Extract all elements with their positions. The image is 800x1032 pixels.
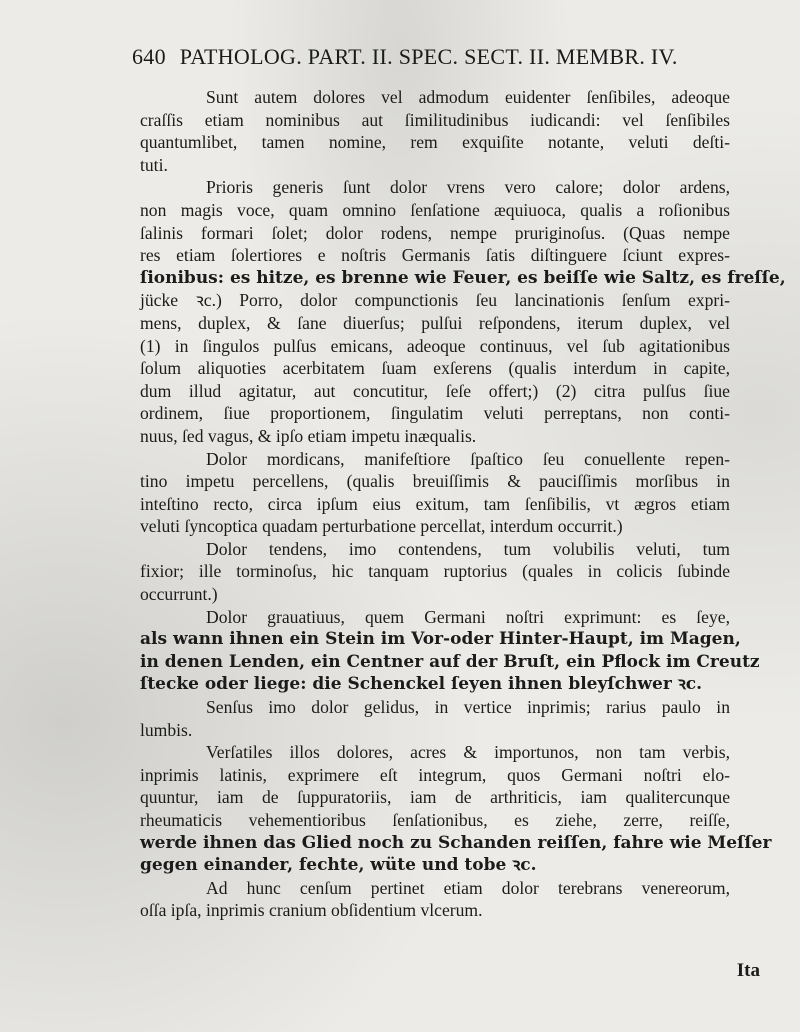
text-line: Verſatiles illos dolores, acres & importunos, non tam verbis, bbox=[206, 742, 730, 763]
text-line: Prioris generis ſunt dolor vrens vero calore; dolor ardens, bbox=[206, 177, 730, 198]
page-number: 640 bbox=[132, 44, 166, 69]
text-line: nuus, ſed vagus, & ipſo etiam impetu inæqualis. bbox=[140, 425, 477, 446]
text-line: rheumaticis vehementioribus ſenſationibus, es ziehe, zerre, reiſſe, bbox=[140, 810, 730, 830]
text-line: Dolor grauatiuus, quem Germani noſtri exprimunt: es ſeye, bbox=[206, 606, 730, 627]
text-line: ordinem, ſiue proportionem, ſingulatim veluti perreptans, non conti- bbox=[140, 403, 730, 424]
text-line: mens, duplex, & ſane diuerſus; pulſui reſpondens, iterum duplex, vel bbox=[140, 312, 730, 333]
text-line: Dolor mordicans, manifeſtiore ſpaſtico ſeu conuellente repen- bbox=[206, 448, 730, 469]
text-line: (1) in ſingulos pulſus emicans, adeoque continuus, vel ſub agitationibus bbox=[140, 335, 730, 356]
text-line: quantumlibet, tamen nomine, rem exquiſite notante, veluti deſti- bbox=[140, 132, 730, 153]
text-line: non magis voce, quam omnino ſenſatione æquiuoca, qualis a roſionibus bbox=[140, 199, 730, 220]
text-line: craſſis etiam nominibus aut ſimilitudinibus iudicandi: vel ſenſibiles bbox=[140, 109, 730, 130]
text-line: tuti. bbox=[140, 154, 168, 175]
text-line: fixior; ille torminoſus, hic tanquam ruptorius (quales in colicis ſubinde bbox=[140, 561, 730, 582]
text-line: jücke ꝛc.) Porro, dolor compunctionis ſeu lancinationis ſenſum expri- bbox=[140, 290, 730, 311]
text-line: lumbis. bbox=[140, 719, 193, 740]
text-line: inteſtino recto, circa ipſum eius exitum, tam ſenſibilis, vt ægros etiam bbox=[140, 493, 730, 514]
text-line: inprimis latinis, exprimere eſt integrum, quos Germani noſtri elo- bbox=[140, 764, 730, 785]
text-line: quuntur, iam de ſuppuratoriis, iam de arthriticis, iam qualitercunque bbox=[140, 787, 730, 808]
text-line: gegen einander, fechte, wüte und tobe ꝛc. bbox=[140, 855, 537, 876]
text-line: dum illud agitatur, aut concutitur, ſeſe offert;) (2) citra pulſus ſiue bbox=[140, 380, 730, 401]
text-line: in denen Lenden, ein Centner auf der Bruſt, ein Pflock im Creutz bbox=[140, 651, 760, 672]
running-title: PATHOLOG. PART. II. SPEC. SECT. II. MEMBR. IV. bbox=[179, 44, 678, 69]
running-head bbox=[132, 44, 772, 70]
catchword: Ita bbox=[736, 960, 760, 981]
text-line: veluti ſyncoptica quadam perturbatione percellat, interdum occurrit.) bbox=[140, 516, 623, 537]
text-line: tino impetu percellens, (qualis breuiſſimis & pauciſſimis morſibus in bbox=[140, 471, 730, 492]
text-line: ſtecke oder liege: die Schenckel ſeyen ihnen bleyſchwer ꝛc. bbox=[140, 674, 703, 695]
text-line: occurrunt.) bbox=[140, 584, 218, 605]
text-line: Senſus imo dolor gelidus, in vertice inprimis; rarius paulo in bbox=[206, 697, 730, 718]
text-line: res etiam ſolertiores e noſtris Germanis ſatis diſtinguere ſciunt expres- bbox=[140, 245, 730, 266]
text-line: Sunt autem dolores vel admodum euidenter ſenſibiles, adeoque bbox=[206, 87, 730, 107]
body-text bbox=[140, 86, 786, 922]
text-line: ſolum aliquoties acerbitatem ſuam exſerens (qualis interdum in capite, bbox=[140, 358, 730, 379]
text-line: Ad hunc cenſum pertinet etiam dolor terebrans venereorum, bbox=[206, 877, 730, 898]
text-line: als wann ihnen ein Stein im Vor-oder Hinter-Haupt, im Magen, bbox=[140, 629, 741, 650]
text-line: werde ihnen das Glied noch zu Schanden reiſſen, fahre wie Meſſer bbox=[140, 832, 772, 853]
text-line: oſſa ipſa, inprimis cranium obſidentium vlcerum. bbox=[140, 900, 483, 921]
text-line: ſalinis formari ſolet; dolor rodens, nempe pruriginoſus. (Quas nempe bbox=[140, 222, 730, 243]
text-line: ſionibus: es hitze, es brenne wie Feuer, es beiſſe wie Saltz, es freſſe, bbox=[140, 267, 786, 288]
text-line: Dolor tendens, imo contendens, tum volubilis veluti, tum bbox=[206, 538, 730, 559]
